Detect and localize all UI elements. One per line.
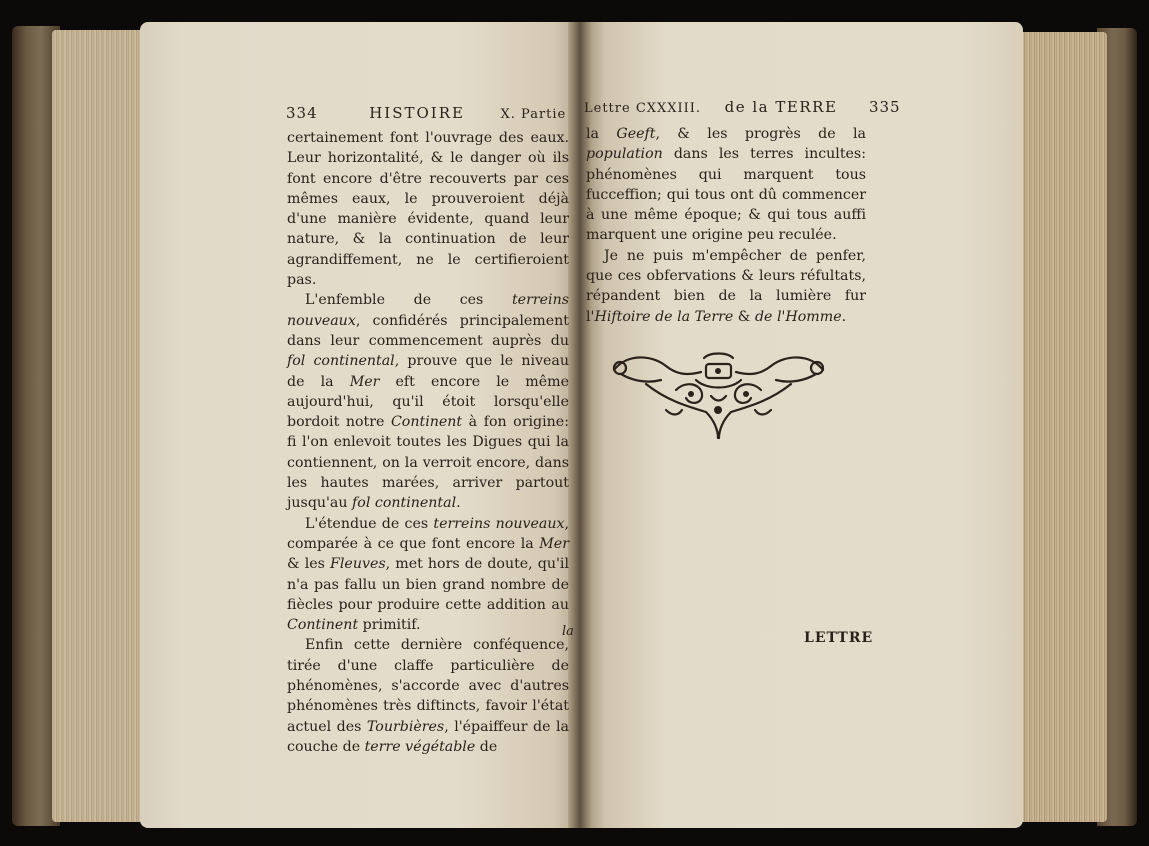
- text-run: Je ne puis m'empêcher de penfer, que ces obfervations & leurs réfultats, répandent bien de la lumière fur l': [586, 247, 866, 325]
- text-run: primitif.: [358, 617, 421, 634]
- paragraph: [586, 124, 866, 246]
- text-run: à fon origine: fi l'on enlevoit toutes les Digues qui la contiennent, on la verroit encore, dans les hautes marées, arriver partout jusqu'au: [287, 414, 569, 512]
- text-run: dans les terres incultes: phénomènes qui marquent tous fucceffion; qui tous ont dû commencer à une même époque; & qui tous auffi marquent une origine peu reculée.: [586, 146, 866, 244]
- right-page-edges: [1015, 32, 1107, 822]
- italic-term: Continent: [287, 617, 359, 634]
- left-running-head: [286, 104, 566, 122]
- paragraph: [287, 635, 569, 757]
- text-run: Enfin cette dernière conféquence, tirée d'une claffe particulière de phénomènes, s'accorde avec d'autres phénomènes très diftincts, favoir l'état actuel des: [287, 637, 569, 735]
- italic-term: Tourbières: [366, 718, 445, 735]
- text-run: , l'épaiffeur de la couche de: [287, 718, 569, 755]
- italic-term: Continent: [390, 414, 463, 431]
- text-run: eft encore le même aujourd'hui, qu'il étoit lorsqu'elle bordoit notre: [287, 373, 569, 431]
- italic-term: population: [586, 146, 663, 163]
- italic-term: fol continental: [352, 495, 457, 512]
- text-run: & les: [287, 556, 331, 573]
- italic-term: terreins nouveaux: [433, 515, 565, 532]
- text-run: , & les progrès de la: [655, 126, 866, 142]
- text-run: , prouve que le niveau de la: [287, 353, 570, 390]
- text-run: , comparée à ce que font encore la: [287, 515, 569, 552]
- italic-term: fol continental: [287, 353, 395, 370]
- text-run: L'enfemble de ces: [305, 292, 512, 309]
- italic-term: Mer: [349, 373, 380, 390]
- paragraph: [586, 246, 866, 327]
- italic-term: Hiftoire de la Terre: [594, 308, 734, 325]
- text-run: .: [841, 308, 847, 325]
- text-run: , confidérés principalement dans leur commencement auprès du: [287, 312, 569, 349]
- right-head-title: de la TERRE: [724, 98, 838, 116]
- left-body-text: [287, 128, 569, 757]
- italic-term: terreins nouveaux: [287, 292, 569, 329]
- fleuron-ornament: [606, 350, 831, 442]
- text-run: de: [475, 738, 498, 755]
- italic-term: Geeft: [616, 126, 656, 142]
- text-run: .: [456, 495, 461, 512]
- italic-term: Mer: [539, 535, 569, 552]
- left-head-part: X. Partie: [500, 107, 567, 122]
- right-running-head: [584, 98, 901, 116]
- text-run: la: [586, 126, 617, 142]
- italic-term: terre végétable: [364, 738, 476, 755]
- left-page-number: 334: [286, 104, 318, 122]
- text-run: certainement font l'ouvrage des eaux. Leur horizontalité, & le danger où ils font encore d'être recouverts par ces mêmes eaux, le prouveroient déjà d'une manière évidente, quand leur nature, & la continuation de leur agrandiffement, ne le certifieroient pas.: [287, 130, 569, 289]
- right-body-text: [586, 124, 866, 327]
- paragraph: [287, 514, 569, 636]
- right-head-lettre: Lettre CXXXIII.: [584, 101, 702, 116]
- text-run: &: [733, 308, 755, 325]
- italic-term: de l'Homme: [754, 308, 842, 325]
- text-run: L'étendue de ces: [305, 515, 434, 532]
- italic-term: Fleuves: [330, 556, 386, 573]
- left-head-title: HISTOIRE: [369, 104, 465, 122]
- paragraph: [287, 290, 569, 513]
- left-catchword: la: [562, 624, 574, 639]
- right-page-number: 335: [868, 98, 901, 116]
- right-catchword: LETTRE: [804, 630, 874, 646]
- paragraph: [287, 128, 569, 290]
- text-run: , met hors de doute, qu'il n'a pas fallu un bien grand nombre de fiècles pour produire cette addition au: [287, 556, 569, 613]
